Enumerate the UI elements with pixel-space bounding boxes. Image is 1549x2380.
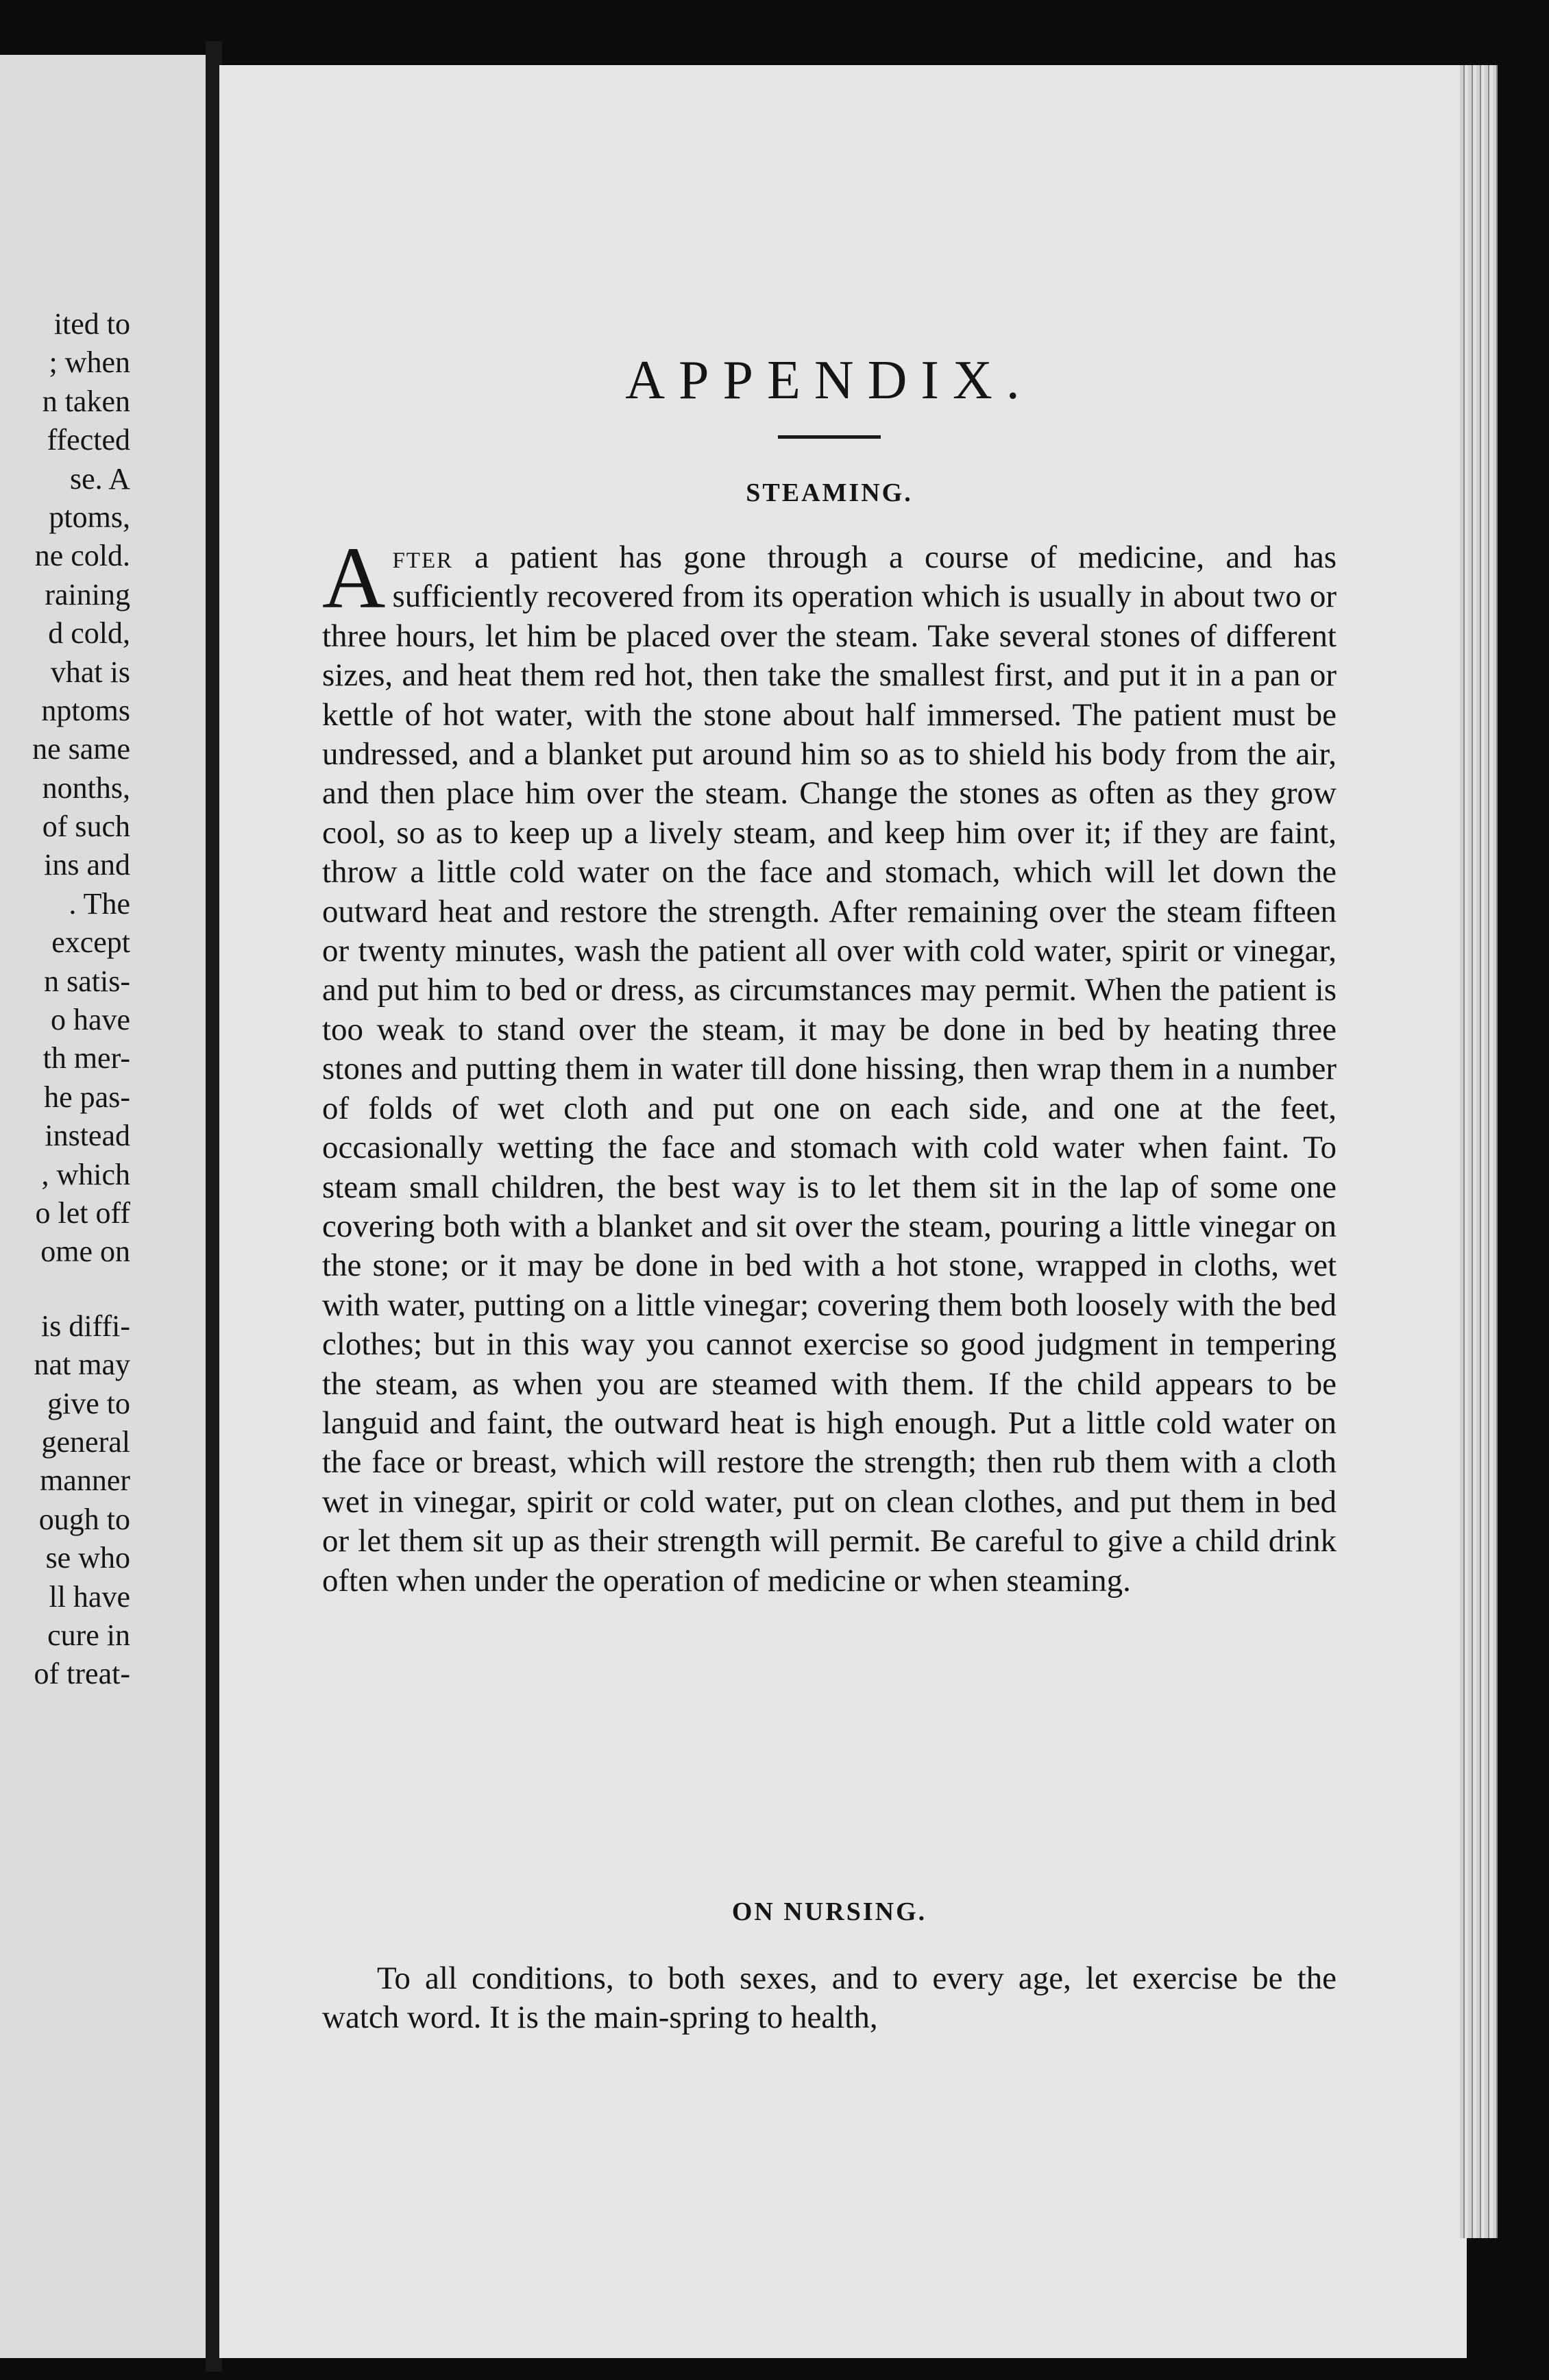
- left-page-line: ne cold.: [34, 539, 130, 573]
- lead-word: fter: [392, 539, 454, 575]
- steaming-paragraph: [322, 529, 1337, 1601]
- left-page-line: nonths,: [42, 770, 130, 805]
- left-page-line: ll have: [49, 1579, 130, 1614]
- left-page-line: se who: [45, 1541, 130, 1575]
- left-page-line: nptoms: [41, 693, 130, 727]
- left-page-text-fragments: [32, 305, 130, 1694]
- left-page-line: instead: [45, 1119, 130, 1153]
- left-page-line: of treat-: [34, 1657, 130, 1691]
- left-page-line: ited to: [53, 307, 130, 341]
- left-page-line: [32, 1272, 130, 1307]
- left-page-line: d cold,: [48, 616, 130, 651]
- left-page-line: se. A: [70, 461, 130, 496]
- nursing-paragraph: To all conditions, to both sexes, and to every age, let exercise be the watch word. It is the main-spring to health,: [322, 1960, 1337, 2036]
- left-page-line: vhat is: [50, 655, 130, 689]
- left-page-line: ough to: [38, 1502, 130, 1536]
- left-page-line: o let off: [35, 1195, 130, 1230]
- left-facing-page: [0, 55, 206, 2358]
- left-page-line: ins and: [44, 848, 130, 882]
- left-page-line: ; when: [49, 345, 130, 380]
- left-page-line: ome on: [40, 1235, 130, 1269]
- left-page-line: . The: [69, 886, 130, 921]
- left-page-line: of such: [42, 810, 130, 844]
- left-page-line: ffected: [47, 423, 130, 457]
- left-page-line: ne same: [32, 732, 130, 766]
- left-page-line: nat may: [34, 1348, 130, 1382]
- left-page-line: manner: [40, 1464, 130, 1498]
- left-page-line: ptoms,: [49, 500, 130, 534]
- left-page-line: general: [41, 1424, 130, 1459]
- steaming-body-text: a patient has gone through a course of medicine, and has sufficiently recovered from its operation which is usually in about two or three hours, let him be placed over the steam. Take several stones of different sizes, and heat them red hot, then take the smallest first, and put it in a pan or kettle of hot water, with the stone about half immersed. The patient must be undressed, and a blanket put around him so as to shield his body from the air, and then place him over the steam. Change the stones as often as they grow cool, so as to keep up a lively steam, and keep him over it; if they are faint, throw a little cold water on the face and stomach, which will let down the outward heat and restore the strength. After remaining over the steam fifteen or twenty minutes, wash the patient all over with cold water, spirit or vinegar, and put him to bed or dress, as circumstances may permit. When the patient is too weak to stand over the steam, it may be done in bed by heating three stones and putting them in water till done hissing, then wrap them in a number of folds of wet cloth and put one on each side, and one at the feet, occasionally wetting the face and stomach with cold water when faint. To steam small children, the best way is to let them sit in the lap of some one covering both with a blanket and sit over the steam, pouring a little vinegar on the stone; or it may be done in bed with a hot stone, wrapped in cloths, wet with water, putting on a little vinegar; covering them both loosely with the bed clothes; but in this way you cannot exercise so good judgment in tempering the steam, as when you are steamed with them. If the child appears to be languid and faint, the outward heat is high enough. Put a little cold water on the face or breast, which will restore the strength; then rub them with a cloth wet in vinegar, spirit or cold water, put on clean clothes, and put them in bed or let them sit up as their strength will permit. Be careful to give a child drink often when under the operation of medicine or when steaming.: [322, 539, 1337, 1599]
- left-page-line: n taken: [42, 384, 130, 418]
- left-page-line: he pas-: [44, 1080, 130, 1114]
- left-page-line: o have: [50, 1003, 130, 1037]
- left-page-line: give to: [47, 1386, 130, 1420]
- drop-cap: A: [322, 529, 386, 627]
- left-page-line: , which: [41, 1157, 130, 1191]
- left-page-line: except: [51, 925, 130, 960]
- left-page-line: raining: [45, 577, 130, 611]
- section-heading-steaming: STEAMING.: [746, 478, 913, 507]
- left-page-line: cure in: [47, 1618, 130, 1652]
- left-page-line: is diffi-: [41, 1309, 130, 1343]
- left-page-line: th mer-: [42, 1041, 130, 1076]
- title-rule: [778, 435, 881, 439]
- page-title: APPENDIX.: [625, 350, 1034, 411]
- page-edges: [1460, 65, 1498, 2238]
- section-heading-nursing: ON NURSING.: [731, 1897, 927, 1926]
- right-page: [219, 65, 1467, 2358]
- left-page-line: n satis-: [44, 964, 130, 998]
